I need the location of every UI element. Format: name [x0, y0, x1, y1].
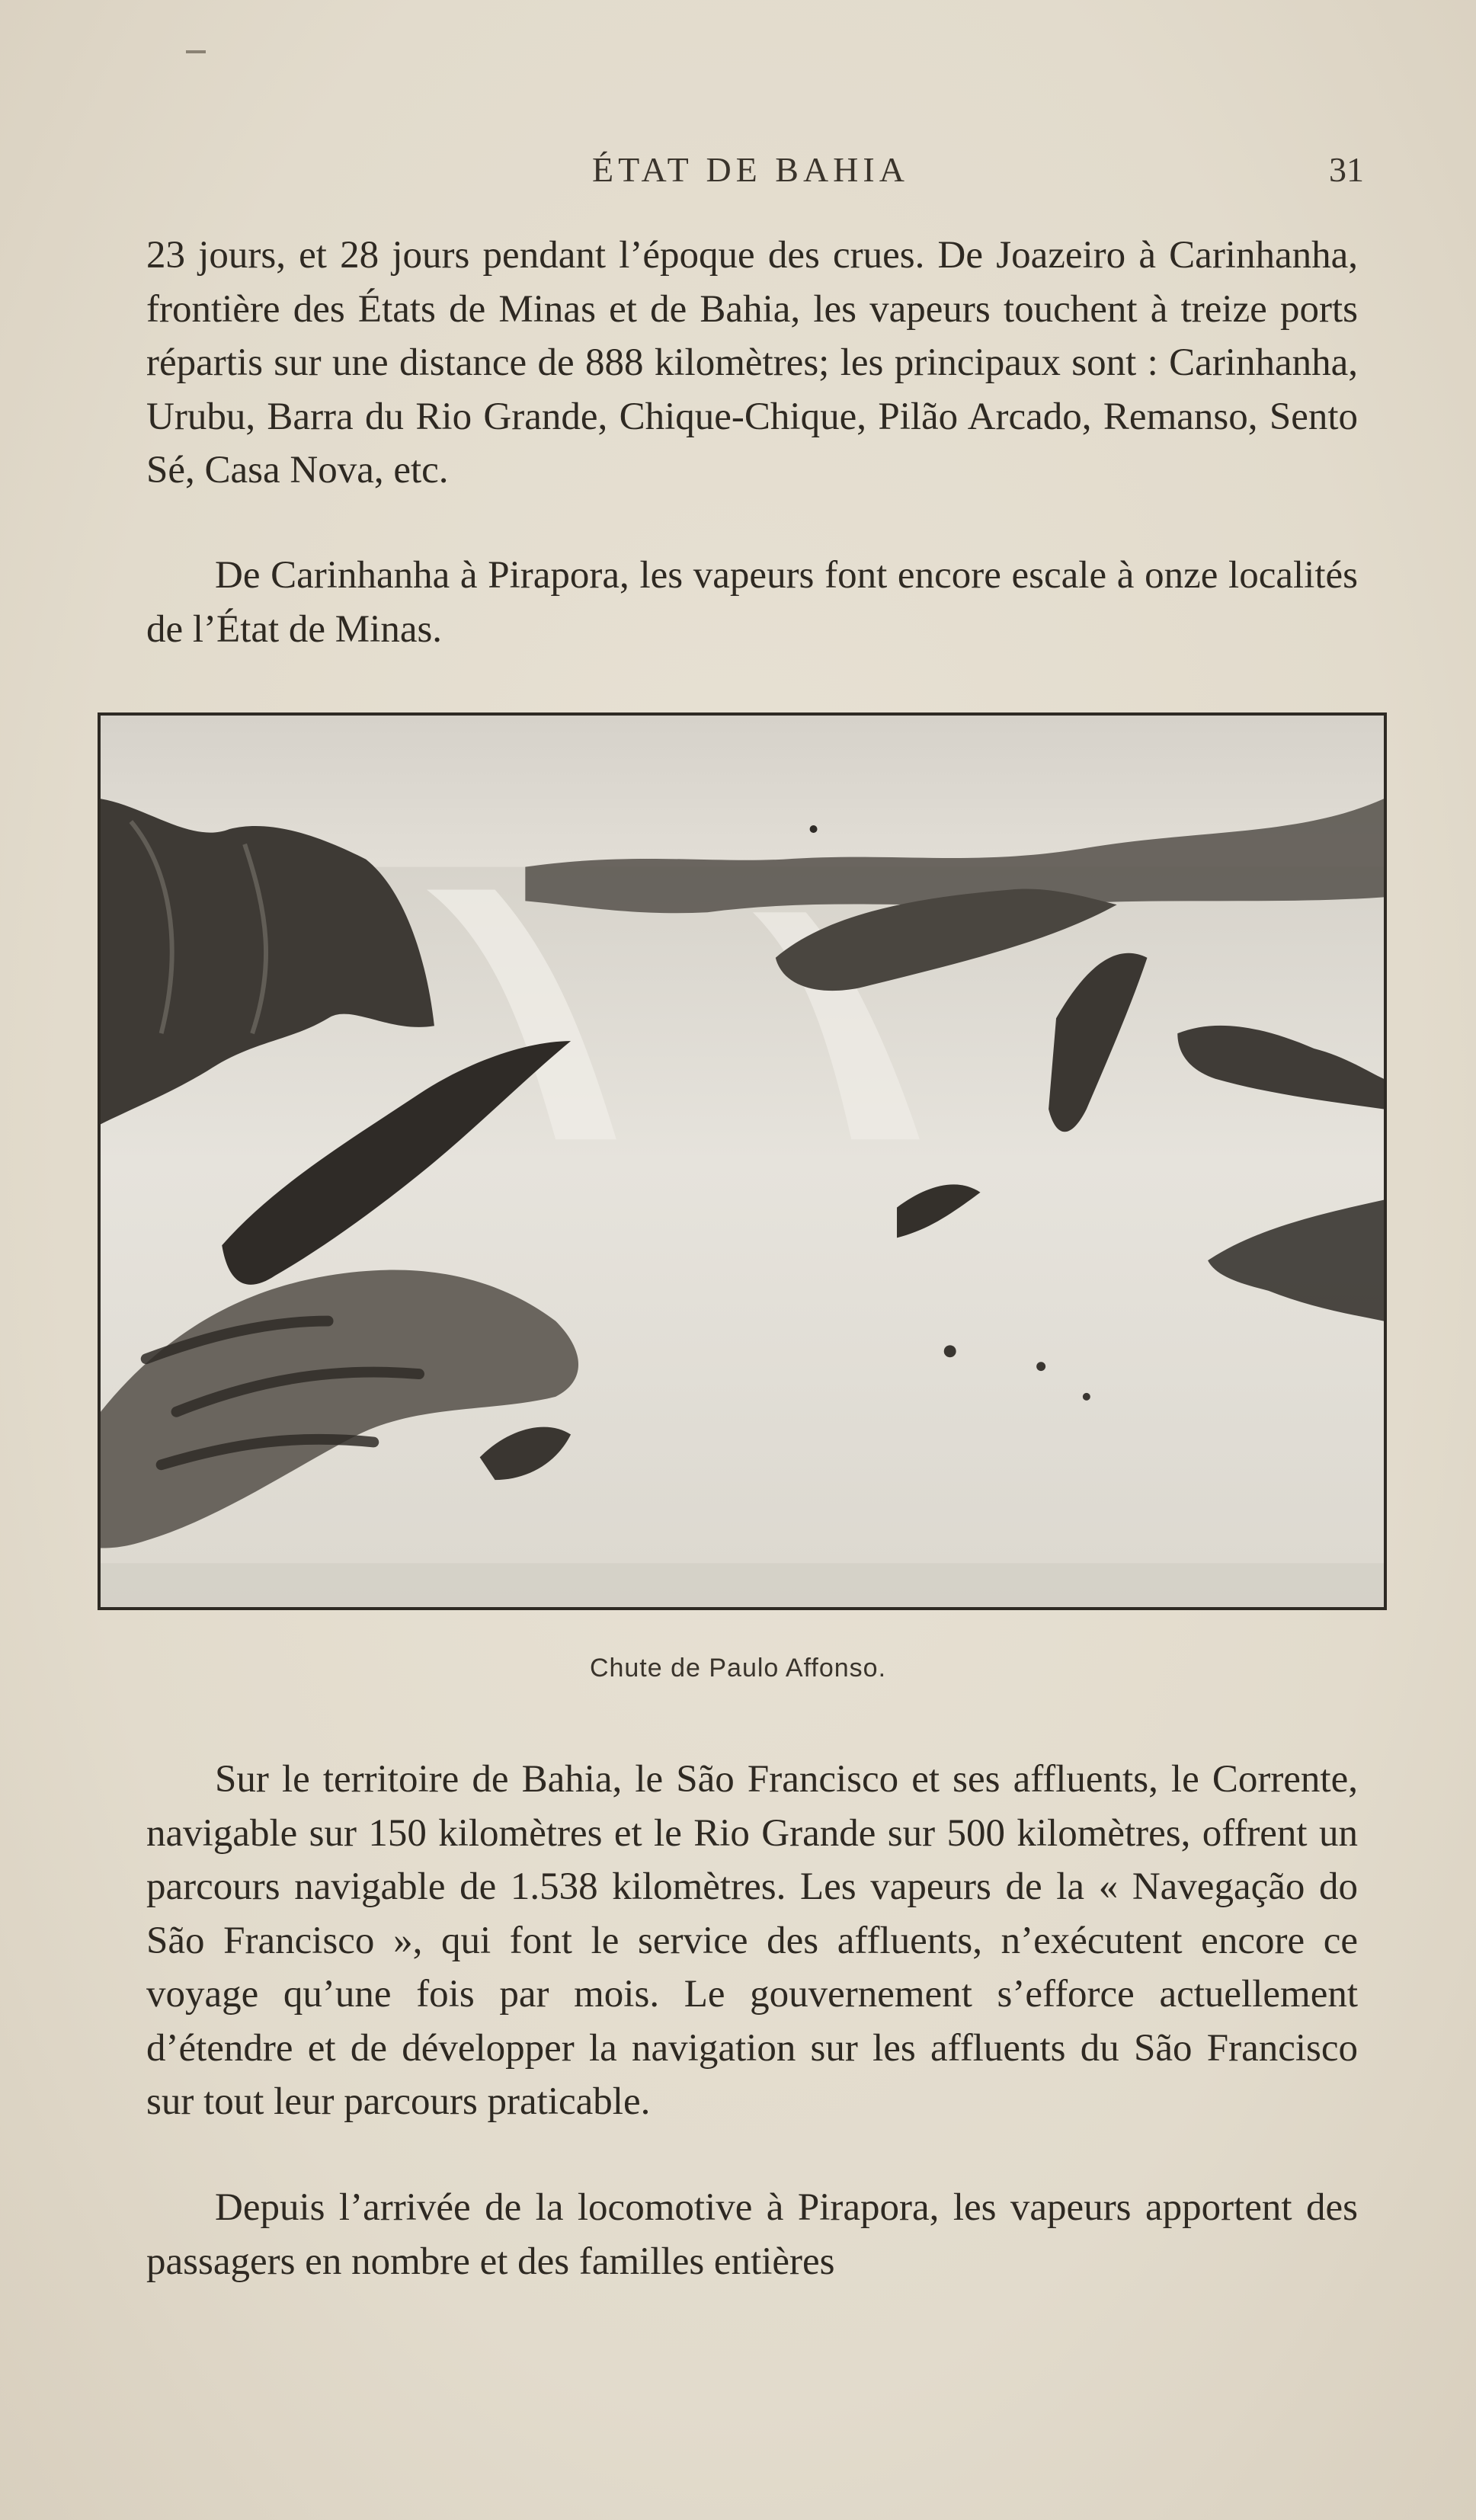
page-number: 31 — [1329, 150, 1364, 189]
paragraph-1: 23 jours, et 28 jours pendant l’époque des crues. De Joazeiro à Carinhanha, frontière des États de Minas et de Bahia, les vapeurs touchent à treize ports répartis sur une distance de 888 kilomètres; les principaux sont : Carinhanha, Urubu, Barra du Rio Grande, Chique-Chique, Pilão Arcado, Remanso, Sento Sé, Casa Nova, etc. — [146, 234, 1358, 492]
running-title: ÉTAT DE BAHIA — [592, 150, 909, 189]
paragraph-3: Sur le territoire de Bahia, le São Francisco et ses affluents, le Corrente, navigable sur 150 kilomètres et le Rio Grande sur 500 kilomètres, offrent un parcours navigable de 1.538 kilomètres. Les vapeurs de la « Navegação do São Francisco », qui font le service des affluents, n’exécutent encore ce voyage qu’une fois par mois. Le gouvernement s’efforce actuellement d’étendre et de développer la navigation sur les affluents du São Francisco sur tout leur parcours praticable. — [146, 1758, 1358, 2123]
waterfall-illustration — [101, 716, 1384, 1607]
stray-mark — [186, 50, 206, 53]
paragraph-2: De Carinhanha à Pirapora, les vapeurs font encore escale à onze localités de l’État de Minas. — [146, 554, 1358, 651]
figure-caption: Chute de Paulo Affonso. — [589, 1654, 887, 1683]
paragraph-4: Depuis l’arrivée de la locomotive à Pirapora, les vapeurs apportent des passagers en nombre et des familles entières — [146, 2186, 1358, 2283]
waterfall-photograph — [98, 712, 1387, 1610]
page-header — [137, 149, 1364, 195]
